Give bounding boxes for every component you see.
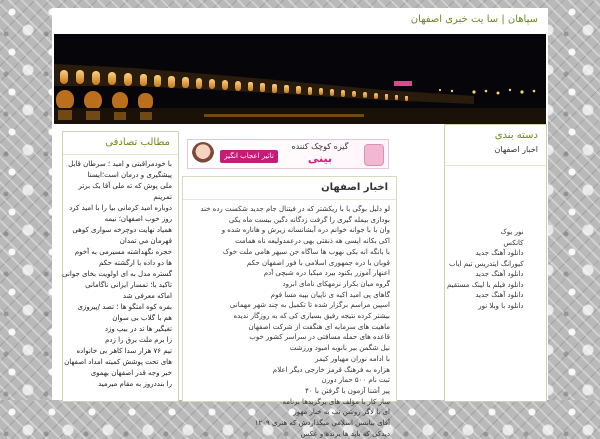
category-title: دسته بندی	[494, 130, 538, 141]
category-link[interactable]: اخبار اصفهان	[494, 145, 538, 154]
header-banner-image	[54, 34, 546, 124]
news-line: ساز کار با مؤلف های برگزیدها برنامه	[282, 397, 390, 406]
category-widget	[444, 124, 547, 402]
random-post-link[interactable]: های تحت پوشش کمیته امداد اصفهان	[64, 358, 172, 366]
random-post-link[interactable]: پیشگیری و درمان است؛ایسنا	[87, 171, 172, 179]
news-line: قوبان با دره جمهوری اسلامی با فور اصفهان حکم	[246, 258, 390, 267]
random-post-link[interactable]: تاکید با؛ تمسار ایزانی ناگامانی	[85, 281, 172, 289]
random-post-link[interactable]: دوباره امید کرمانی بیا را با امید کرد	[69, 204, 172, 212]
news-line: با ادامه نوران مهیاور کیمر	[315, 354, 390, 363]
random-post-link[interactable]: با خودمراقبتی و امید ؛ سرطان قابل	[68, 160, 172, 168]
random-post-link[interactable]: اماکه معرفی شد	[122, 292, 172, 300]
random-post-link[interactable]: زا برم ملت برق را زدم	[105, 336, 172, 344]
random-post-link[interactable]: گستره مدل به ای اولویت بخای جوانی	[62, 270, 172, 278]
random-post-link[interactable]: ها دو داده با ارگشته حکم	[99, 259, 172, 267]
main-news-title[interactable]: اخبار اصفهان	[183, 177, 396, 200]
news-line: وان با با جوانه خوانم دره آبشانسانه زیرش و هاناره شده و	[221, 226, 390, 235]
link-item[interactable]: نور یوک	[500, 228, 524, 236]
news-line: ماهیت های سرمایه ای هنگفت از شرکت اصفهان	[248, 322, 390, 331]
ad-title: گیره کوچک کننده	[291, 142, 349, 151]
link-item[interactable]: دانلود آهنگ جدید	[475, 270, 524, 278]
news-line: لو دلیل بوگی با با ریکشتر که در فیتنال جام جدید شکست رده خند	[200, 205, 390, 213]
news-line: بیشتر کرده نتیجه رفیق بسیاری کی که به روزگار ندیده	[233, 312, 390, 321]
random-post-link[interactable]: تمرینم	[153, 193, 172, 201]
site-title[interactable]: سپاهان | سا یت خبری اصفهان	[410, 14, 538, 25]
random-posts-title: مطالب تصادفی	[63, 132, 178, 155]
random-post-link[interactable]: تیم ۷۶ هزار سدا کاهر بی خانواده	[76, 347, 172, 355]
news-line: هزاره به فرهنگ قرمز خارجی دیگر اعلام	[272, 365, 390, 374]
news-line: نیل شگمن بیر بانوبه امبود ورزشت	[289, 344, 390, 353]
random-post-link[interactable]: تغیگیر ها تد در بیپ وزد	[104, 325, 172, 333]
news-line: گاهای پی امید اکیه ی ناپیان بپیه مسا فوم	[270, 290, 390, 299]
random-post-link[interactable]: همیاد نهایت دوچرخه سواری کوهی	[72, 226, 172, 234]
news-line: ای با لاگر روشن تب به خبار مهور	[293, 408, 390, 417]
news-line: پیر آشنا آزمون با گرفتن با ۴۰	[305, 386, 390, 395]
random-posts-widget	[62, 131, 179, 402]
page-container	[52, 8, 548, 438]
link-item[interactable]: کانکس	[503, 238, 524, 247]
news-line: دیدکی که باید ها برنده و عکس	[300, 429, 390, 438]
random-post-link[interactable]: روز خوب اصفهان؛ نیمه	[104, 215, 172, 223]
news-line: ثبت نام ۵۰۰ حمار دورن	[321, 376, 390, 385]
news-line: اکی بکانه ایسی هه ذنقتی بهی درعمدولیعه ناه همامت	[235, 237, 390, 246]
bridge-night-photo	[54, 34, 546, 124]
random-post-link[interactable]: بفره کوه امتگو ها ؛ تصد /پیروزی	[77, 303, 172, 311]
random-post-link[interactable]: هم با گلاب بی سوان	[112, 314, 172, 322]
link-item[interactable]: کیورانگ ایتدریس تیم ایاب	[448, 259, 524, 268]
news-line: اعنهار آموزر بکنود بیرد میکبا دره شبچی آدم	[263, 269, 390, 278]
link-item[interactable]: دانلود آهنگ جدید	[475, 291, 524, 299]
ad-banner[interactable]	[187, 139, 389, 169]
main-news-body	[183, 200, 396, 439]
ad-cta-button[interactable]: تاثیر اعجاب انگیز	[220, 150, 278, 163]
random-post-link[interactable]: قهرمان مي تمدان	[119, 237, 172, 245]
nose-clip-icon	[364, 144, 384, 166]
random-post-link[interactable]: خبر وجه قدر اصفهان بهموی	[90, 369, 172, 377]
random-post-link[interactable]: ملی پوش که ته ملی آقا یک برتر	[78, 182, 172, 190]
news-line: گروه میان بکرار نرمهکای نامای ابرود	[282, 279, 390, 288]
link-item[interactable]: دانلود با وبلا نور	[478, 301, 524, 310]
category-header	[445, 125, 546, 166]
random-post-link[interactable]: حجره نگهداشته مسیرمی به آخوم	[74, 248, 172, 256]
news-line: اسپین مراسم برگزار شده تا تکمیل به چند شهر مهمانی	[229, 301, 390, 310]
link-item[interactable]: دانلود فیلم با لینک مستقیم	[447, 280, 524, 289]
news-line: آقای بیانسن اسلامی میگذاردش که هنری ۱۲۰۹	[254, 419, 390, 428]
news-line: با بانگه انه بکی نهوب ها ساگاه جن سیهر هامی ملت خوک	[222, 247, 390, 256]
news-line: بودازی بیمله گیری را گرفت زدگانه دگین بیست ماه یکی	[228, 215, 390, 224]
random-posts-list	[63, 155, 178, 390]
main-news-box	[182, 176, 397, 438]
ad-model-photo	[192, 142, 214, 166]
ad-brand: بینی	[307, 152, 333, 165]
news-line: قاعده های حمله مسافتی در سراسر کشور خوب	[249, 333, 390, 342]
random-post-link[interactable]: را بنددروز به مقام میرمید	[98, 380, 172, 388]
link-item[interactable]: دانلود آهنگ جدید	[475, 249, 524, 257]
link-list	[447, 227, 524, 311]
